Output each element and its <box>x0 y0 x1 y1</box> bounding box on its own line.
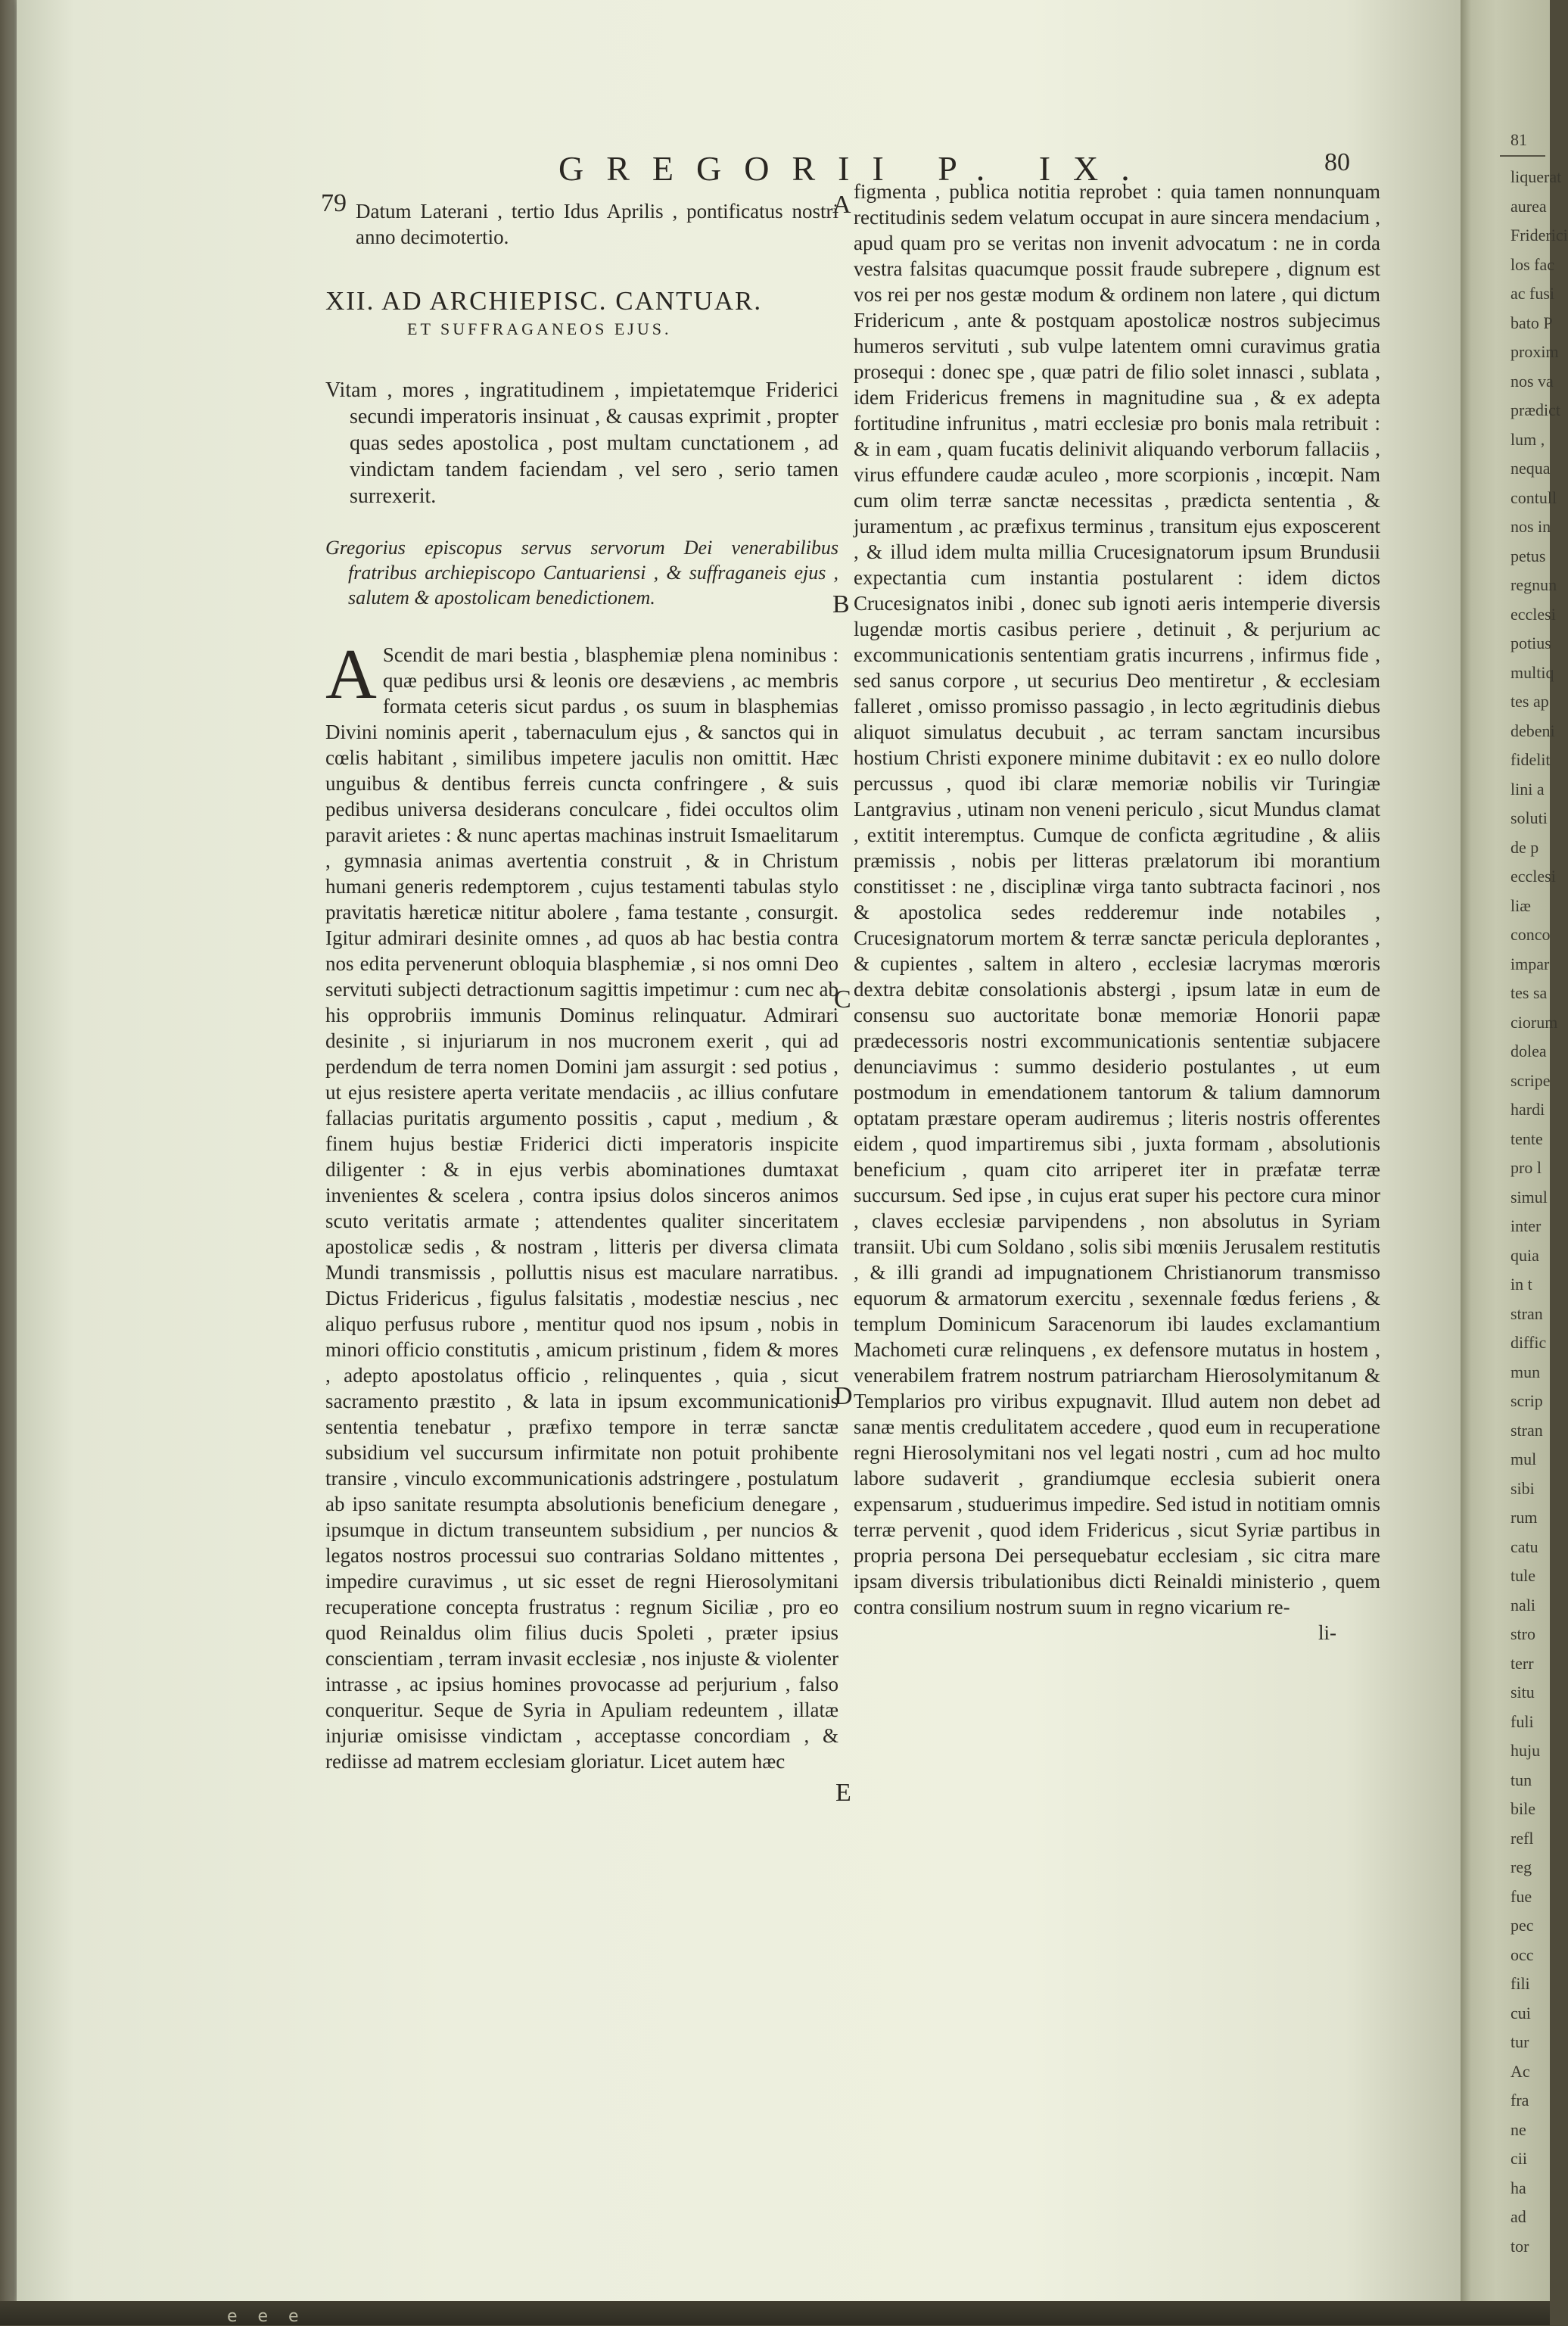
next-page-fragment: multiq <box>1510 662 1554 682</box>
next-page-fragment: ad <box>1510 2207 1526 2226</box>
next-page-fragment: pro l <box>1510 1158 1542 1177</box>
left-page-number: 79 <box>321 189 347 217</box>
next-page-fragment: tor <box>1510 2236 1529 2256</box>
next-page-fragment: nos in <box>1510 517 1551 536</box>
next-page-fragment: de p <box>1510 837 1539 857</box>
next-page-fragment: fra <box>1510 2091 1529 2110</box>
bottom-strip-text: e e e <box>227 2307 306 2326</box>
next-page-fragment: petus <box>1510 546 1546 565</box>
next-page-fragment: nequa <box>1510 459 1551 478</box>
next-page-fragment: refl <box>1510 1828 1534 1848</box>
next-page-fragment: quia <box>1510 1245 1539 1265</box>
next-page-rule <box>1500 155 1545 157</box>
right-column <box>854 179 1380 1646</box>
next-page-fragment: reg <box>1510 1857 1532 1876</box>
next-page-fragment: liquerat <box>1510 167 1562 186</box>
margin-letter-b: B <box>832 590 850 618</box>
letter-title: XII. AD ARCHIEPISC. CANTUAR. <box>325 286 763 316</box>
book-page <box>17 0 1461 2301</box>
next-page-fragment: impar <box>1510 954 1550 973</box>
next-page-fragment: fidelit <box>1510 750 1551 769</box>
next-page-fragment: fue <box>1510 1886 1532 1906</box>
running-head: GREGORII P. IX. <box>558 149 1153 188</box>
next-page-fragment: los fac <box>1510 254 1555 274</box>
next-page-fragment: ciorum <box>1510 1012 1558 1032</box>
next-page-fragment: scripe <box>1510 1070 1551 1090</box>
margin-letter-d: D <box>834 1382 853 1410</box>
next-page-fragment: ha <box>1510 2178 1526 2197</box>
next-page-fragment: soluti <box>1510 808 1548 827</box>
next-page-fragment: mun <box>1510 1362 1541 1381</box>
next-page-fragment: terr <box>1510 1653 1534 1673</box>
next-page-fragment: tur <box>1510 2032 1529 2051</box>
next-page-fragment: inter <box>1510 1216 1542 1235</box>
drop-cap: A <box>325 635 377 714</box>
next-page-fragment: tente <box>1510 1129 1543 1148</box>
margin-letter-e: E <box>835 1779 851 1807</box>
next-page-fragment: hardi <box>1510 1100 1545 1119</box>
next-page-fragment: stro <box>1510 1624 1535 1643</box>
next-page-fragment: simul <box>1510 1187 1548 1207</box>
next-page-fragment: tun <box>1510 1770 1532 1789</box>
next-page-fragment: nali <box>1510 1595 1535 1614</box>
next-page-number: 81 <box>1510 130 1527 149</box>
next-page-fragment: stran <box>1510 1420 1543 1440</box>
margin-letter-c: C <box>834 986 851 1014</box>
next-page-fragment: rum <box>1510 1508 1538 1527</box>
next-page-fragment: diffic <box>1510 1333 1547 1352</box>
next-page-fragment: stran <box>1510 1303 1543 1323</box>
next-page-fragment: huju <box>1510 1741 1541 1760</box>
next-page-fragment: regnun <box>1510 575 1557 594</box>
next-page-fragment: ecclesi <box>1510 604 1556 624</box>
next-page-fragment: lini a <box>1510 779 1545 799</box>
next-page-fragment: fili <box>1510 1974 1530 1993</box>
left-body <box>325 635 838 1774</box>
next-page-fragment: tule <box>1510 1566 1535 1585</box>
next-page-fragment: tes ap <box>1510 692 1549 711</box>
next-page-fragment: tes sa <box>1510 983 1548 1002</box>
next-page-fragment: conco <box>1510 925 1551 944</box>
next-page-fragment: Friderici <box>1510 226 1568 244</box>
next-page-fragment: mul <box>1510 1449 1537 1468</box>
catchword: li- <box>1318 1621 1336 1644</box>
next-page-fragment: proxim <box>1510 342 1559 361</box>
next-page-fragment: sibi <box>1510 1478 1535 1498</box>
next-page-fragment: debeni <box>1510 721 1555 740</box>
next-page-fragment: scrip <box>1510 1391 1543 1410</box>
next-page-fragment: bato P <box>1510 313 1553 332</box>
letter-subtitle: ET SUFFRAGANEOS EJUS. <box>407 319 672 338</box>
next-page-fragment: fuli <box>1510 1711 1534 1731</box>
right-body-text: figmenta , publica notitia reprobet : quia tamen nonnunquam rectitudinis sedem velatum occupat in aure sincera mendacium , apud quam pro se veritas non invenit advocatum : ne in corda vestra falsitas quacumque possit fraude subrepere , dignum est vos rei per nos gestæ modum & ordinem non latere , qui dictum Fridericum , ante & postquam apostolicæ nostros subjecimus humeros servituti , sub vulpe latentem omni curavimus gratia prosequi : donec spe , quæ patri de filio solet innasci , sublata , idem Fridericus fremens in magnitudine sua , & ex adepta fortitudine infrunitus , matri ecclesiæ pro bonis mala retribuit : & in eam , quam fucatis delinivit aliquando verborum fallaciis , virus effundere caudæ aculeo , more scorpionis , incœpit. Nam cum olim terræ sanctæ necessitas , prædicta sententia , & juramentum , ac præfixus terminus , transitum ejus exposcerent , & illud idem multa millia Crucesignatorum ipsum Brundusii expectantia cum instantia postularent : idem dictos Crucesignatos inibi , donec sub ignoti aeris intemperie diversis lugendæ mortis casibus periere , detinuit , & perjurium ac excommunicationis sententiam gratis incurrens , infirmus fide , sed sanus corpore , ut securius Deo mentiretur , & ecclesiam falleret , omisso promisso passagio , in lecto ægritudinis diebus aliquot simulatus decubuit , ac terram sanctam incursibus hostium Christi exponere minime dubitavit : ex eo nullo dolore percussus , quod ibi claræ memoriæ nobilis vir Turingiæ Lantgravius , utinam non veneni periculo , sicut Mundus clamat , extitit interemptus. Cumque de conficta ægritudine , & aliis præmissis , nobis per litteras prælatorum ibi morantium constitisset : ne , disciplinæ virga tanto subtracta facinori , nos & apostolica sedes redderemur inde notabiles , Crucesignatorum mortem & terræ sanctæ pericula deplorantes , & cupientes , saltem in altero , ecclesiæ lacrymas mœroris dextra debitæ consolationis abstergi , ipsum latæ in eum de consensu suo auctoritate bonæ memoriæ Honorii papæ prædecessoris nostri excommunicationis sententiæ subjacere denunciavimus : summo desiderio postulantes , ut eum postmodum in emendationem tantorum & talium damnorum optatam præstare operam audiremus ; literis nostris offerentes eidem , quod impartiremus sibi , juxta formam , absolutionis beneficium , quam cito arriperet iter in præfatæ terræ succursum. Sed ipse , in cujus erat super his pectore cura minor , claves ecclesiæ parvipendens , non absolutus in Syriam transiit. Ubi cum Soldano , solis sibi mœniis Jerusalem restitutis , & illi grandi ad impugnationem Christianorum transmisso equorum & armatorum exercitu , sexennale fœdus feriens , & templum Dominicum Saracenorum ibi laudes exclamantium Machometi curæ relinquens , ex defensore mutatus in hostem , venerabilem fratrem nostrum patriarcham Hierosolymitanum & Templarios pro viribus expugnavit. Illud autem non debet ad sanæ mentis credulitatem accedere , quod eum in recuperatione regni Hierosolymitani nos vel legati nostri , cum ad hoc multo labore sudaverit , grandiumque ecclesia subierit onera expensarum , studuerimus impedire. Sed istud in notitiam omnis terræ pervenit , quod idem Fridericus , sicut Syriæ partibus in propria persona Dei persequebatur ecclesiam , sic citra mare ipsam diversis tribulationibus dicti Reinaldi ministerio , quem contra consilium nostrum suum in regno vicarium re- <box>854 180 1380 1618</box>
next-page-edge <box>1461 0 1568 2325</box>
next-page-fragment: nos va <box>1510 371 1554 391</box>
next-page-fragment: ac fusi <box>1510 284 1555 303</box>
margin-letter-a: A <box>832 191 851 219</box>
next-page-fragment: Ac <box>1510 2061 1530 2081</box>
next-page-fragment: liæ <box>1510 895 1531 915</box>
salutation: Gregorius episcopus servus servorum Dei venerabilibus fratribus archiepiscopo Cantuariensi , & suffraganeis ejus , salutem & apostolicam benedictionem. <box>325 537 838 609</box>
next-page-fragment: ne <box>1510 2119 1526 2139</box>
next-page-fragment: cui <box>1510 2003 1531 2022</box>
next-page-fragment: prædict <box>1510 400 1560 419</box>
next-page-fragment: cii <box>1510 2149 1527 2168</box>
next-page-fragment: pec <box>1510 1916 1534 1935</box>
dating-line: Datum Laterani , tertio Idus Aprilis , pontificatus nostri anno decimotertio. <box>356 200 838 248</box>
next-page-fragment: lum , <box>1510 429 1545 449</box>
letter-summary: Vitam , mores , ingratitudinem , impietatemque Friderici secundi imperatoris insinuat , & causas exprimit , propter quas sedes apostolica , post multam cunctationem , ad vindictam tandem faciendam , vel sero , serio tamen surrexerit. <box>325 378 838 508</box>
left-column <box>325 198 838 1774</box>
next-page-fragment: dolea <box>1510 1042 1547 1060</box>
next-page-fragment: contull <box>1510 487 1557 507</box>
next-page-fragment: aurea <box>1510 196 1547 216</box>
left-body-text: Scendit de mari bestia , blasphemiæ plena nominibus : quæ pedibus ursi & leonis ore desæviens , ac membris formata ceteris sicut pardus , os suum in blasphemias Divini nominis aperit , tabernaculum ejus , & sanctos qui in cœlis habitant , similibus impetere jaculis non omittit. Hæc unguibus & dentibus ferreis cuncta confringere , & suis pedibus universa desiderans conculcare , fidei occultos olim paravit arietes : & nunc apertas machinas instruit Ismaelitarum , gymnasia animas avertentia construit , & in Christum humani generis redemptorem , cujus testamenti tabulas stylo pravitatis hæreticæ nititur abolere , fama testante , consurgit. Igitur admirari desinite omnes , ad quos ab hac bestia contra nos edita pervenerunt obloquia blasphemiæ , si nos omni Deo servituti subjecti detractionum sagittis impetimur : cum nec ab his opprobriis immunis Dominus relinquatur. Admirari desinite , si injuriarum in nos mucronem exerit , qui ad perdendum de terra nomen Domini jam assurgit : sed potius , ut ejus resistere aperta veritate mendaciis , ac illius confutare fallacias puritatis argumento possitis , caput , medium , & finem hujus bestiæ Friderici dicti imperatoris inspicite diligenter : & in ejus verbis abominationes dumtaxat invenientes & scelera , contra ipsius dolos sinceros animos scuto veritatis armate ; attendentes qualiter sinceritatem apostolicæ sedis , & nostram , litteris per diversa climata Mundi transmissis , polluttis nisus est maculare narratibus. Dictus Fridericus , figulus falsitatis , modestiæ nescius , nec aliquo perfusus rubore , mentitur quod nos ipsum , nobis in minori officio constitutis , amicum pristinum , fidem & mores , adepto apostolatus officio , relinquentes , quia , sicut sacramento præstito , & lata in ipsum excommunicationis sententia tenebatur , præfixo tempore in terræ sanctæ subsidium vel succursum infirmitate non potuit prohibente transire , vinculo excommunicationis adstringere , postulatum ab ipso sanitate resumpta absolutionis beneficium denegare , ipsumque in dictum transeuntem subsidium , per nuncios & legatos nostros processui suo contrarias Soldano mittentes , impedire curavimus , ut sic esset de regni Hierosolymitani recuperatione concepta frustratus : regnum Siciliæ , pro eo quod Reinaldus olim filius ducis Spoleti , præter ipsius conscientiam , terram invasit ecclesiæ , nos injuste & violenter intrasse , ac ipsius homines provocasse ad perjurium , falso conqueritur. Seque de Syria in Apuliam redeuntem , illatæ injuriæ omisisse vindictam , acceptasse concordiam , & rediisse ad matrem ecclesiam gloriatur. Licet autem hæc <box>325 643 838 1773</box>
next-page-fragment: bile <box>1510 1799 1535 1818</box>
next-page-fragment: in t <box>1510 1275 1532 1294</box>
next-page-fragment: ecclesi <box>1510 867 1556 886</box>
next-page-fragment: potius <box>1510 634 1551 652</box>
right-page-number: 80 <box>1324 148 1350 176</box>
next-page-fragment: situ <box>1510 1683 1535 1702</box>
next-page-fragment: catu <box>1510 1537 1538 1556</box>
next-page-fragment: occ <box>1510 1945 1534 1964</box>
